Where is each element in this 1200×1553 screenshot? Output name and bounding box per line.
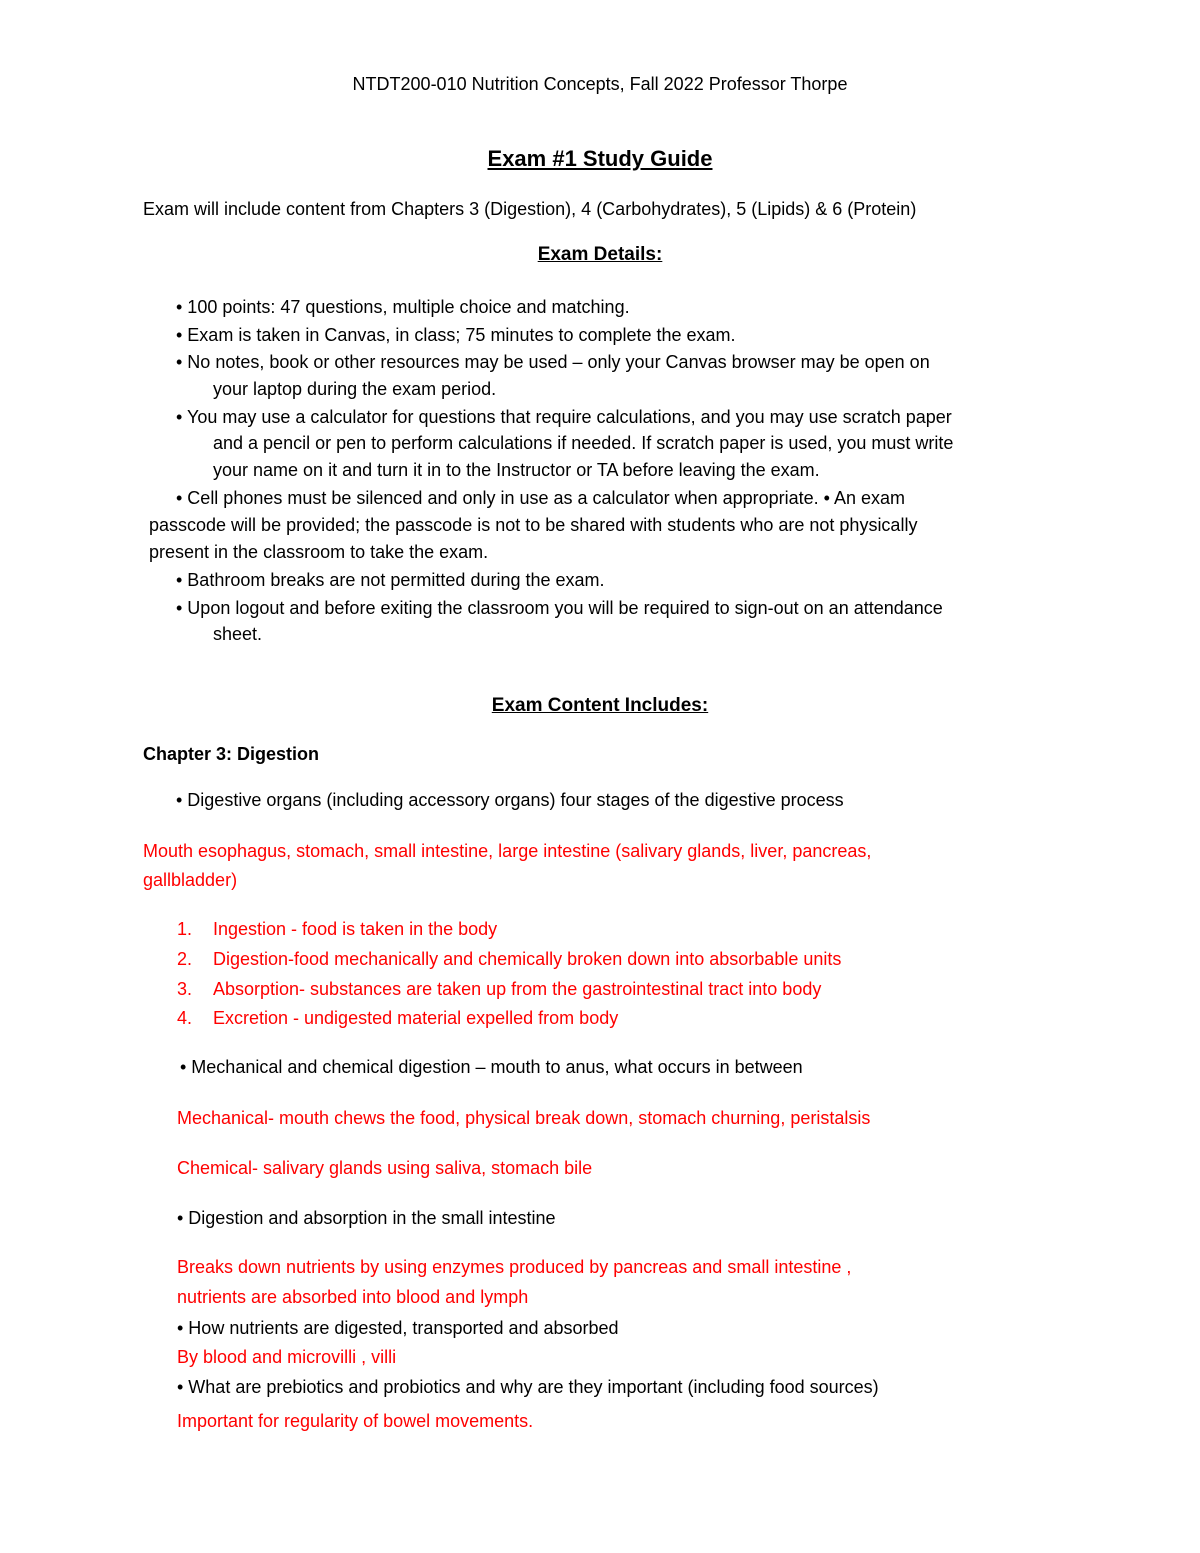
detail-item: • Bathroom breaks are not permitted during the exam. — [176, 570, 605, 590]
detail-item-continued: passcode will be provided; the passcode is not to be shared with students who are not physically — [149, 515, 918, 535]
detail-item: • Exam is taken in Canvas, in class; 75 minutes to complete the exam. — [176, 325, 736, 345]
answer-text: Mouth esophagus, stomach, small intestine, large intestine (salivary glands, liver, pancreas, — [143, 841, 872, 861]
stage-text: Excretion - undigested material expelled from body — [213, 1008, 619, 1028]
answer-text: Important for regularity of bowel movements. — [177, 1411, 534, 1431]
document-title: Exam #1 Study Guide — [487, 146, 713, 171]
topic-item: • What are prebiotics and probiotics and why are they important (including food sources) — [177, 1377, 879, 1397]
answer-text: nutrients are absorbed into blood and lymph — [177, 1287, 529, 1307]
detail-item-continued: sheet. — [213, 624, 263, 644]
detail-item: • Upon logout and before exiting the classroom you will be required to sign-out on an attendance — [176, 598, 943, 618]
stage-number: 3. — [177, 979, 193, 999]
answer-text: gallbladder) — [143, 870, 238, 890]
stage-text: Absorption- substances are taken up from the gastrointestinal tract into body — [213, 979, 822, 999]
detail-item: • No notes, book or other resources may be used – only your Canvas browser may be open on — [176, 352, 930, 372]
document-header: NTDT200-010 Nutrition Concepts, Fall 2022 Professor Thorpe — [352, 74, 848, 94]
topic-item: • Digestion and absorption in the small intestine — [177, 1208, 556, 1228]
detail-item-continued: your laptop during the exam period. — [213, 379, 497, 399]
topic-item: • How nutrients are digested, transported and absorbed — [177, 1318, 619, 1338]
answer-text: Chemical- salivary glands using saliva, stomach bile — [177, 1158, 593, 1178]
stage-item — [177, 1007, 618, 1029]
detail-item-continued: and a pencil or pen to perform calculations if needed. If scratch paper is used, you must write — [213, 433, 954, 453]
detail-item-continued: present in the classroom to take the exam. — [149, 542, 489, 562]
answer-text: Breaks down nutrients by using enzymes produced by pancreas and small intestine , — [177, 1257, 852, 1277]
stage-text: Digestion-food mechanically and chemically broken down into absorbable units — [213, 949, 842, 969]
stage-number: 2. — [177, 949, 193, 969]
detail-item: • 100 points: 47 questions, multiple choice and matching. — [176, 297, 630, 317]
stage-item — [177, 918, 497, 940]
detail-item-continued: your name on it and turn it in to the Instructor or TA before leaving the exam. — [213, 460, 820, 480]
detail-item: • You may use a calculator for questions that require calculations, and you may use scratch paper — [176, 407, 952, 427]
topic-item: • Digestive organs (including accessory organs) four stages of the digestive process — [176, 790, 844, 810]
exam-details-heading: Exam Details: — [537, 244, 663, 265]
stage-item — [177, 978, 821, 1000]
stage-number: 1. — [177, 919, 193, 939]
detail-item: • Cell phones must be silenced and only in use as a calculator when appropriate. • An exam — [176, 488, 906, 508]
answer-text: Mechanical- mouth chews the food, physical break down, stomach churning, peristalsis — [177, 1108, 871, 1128]
stage-number: 4. — [177, 1008, 193, 1028]
stage-text: Ingestion - food is taken in the body — [213, 919, 498, 939]
chapter-heading: Chapter 3: Digestion — [143, 744, 320, 764]
stage-item — [177, 948, 841, 970]
topic-item: • Mechanical and chemical digestion – mouth to anus, what occurs in between — [180, 1057, 803, 1077]
intro-text: Exam will include content from Chapters 3 (Digestion), 4 (Carbohydrates), 5 (Lipids) & 6 (Protein) — [143, 199, 917, 219]
exam-content-heading: Exam Content Includes: — [491, 695, 709, 716]
answer-text: By blood and microvilli , villi — [177, 1347, 397, 1367]
